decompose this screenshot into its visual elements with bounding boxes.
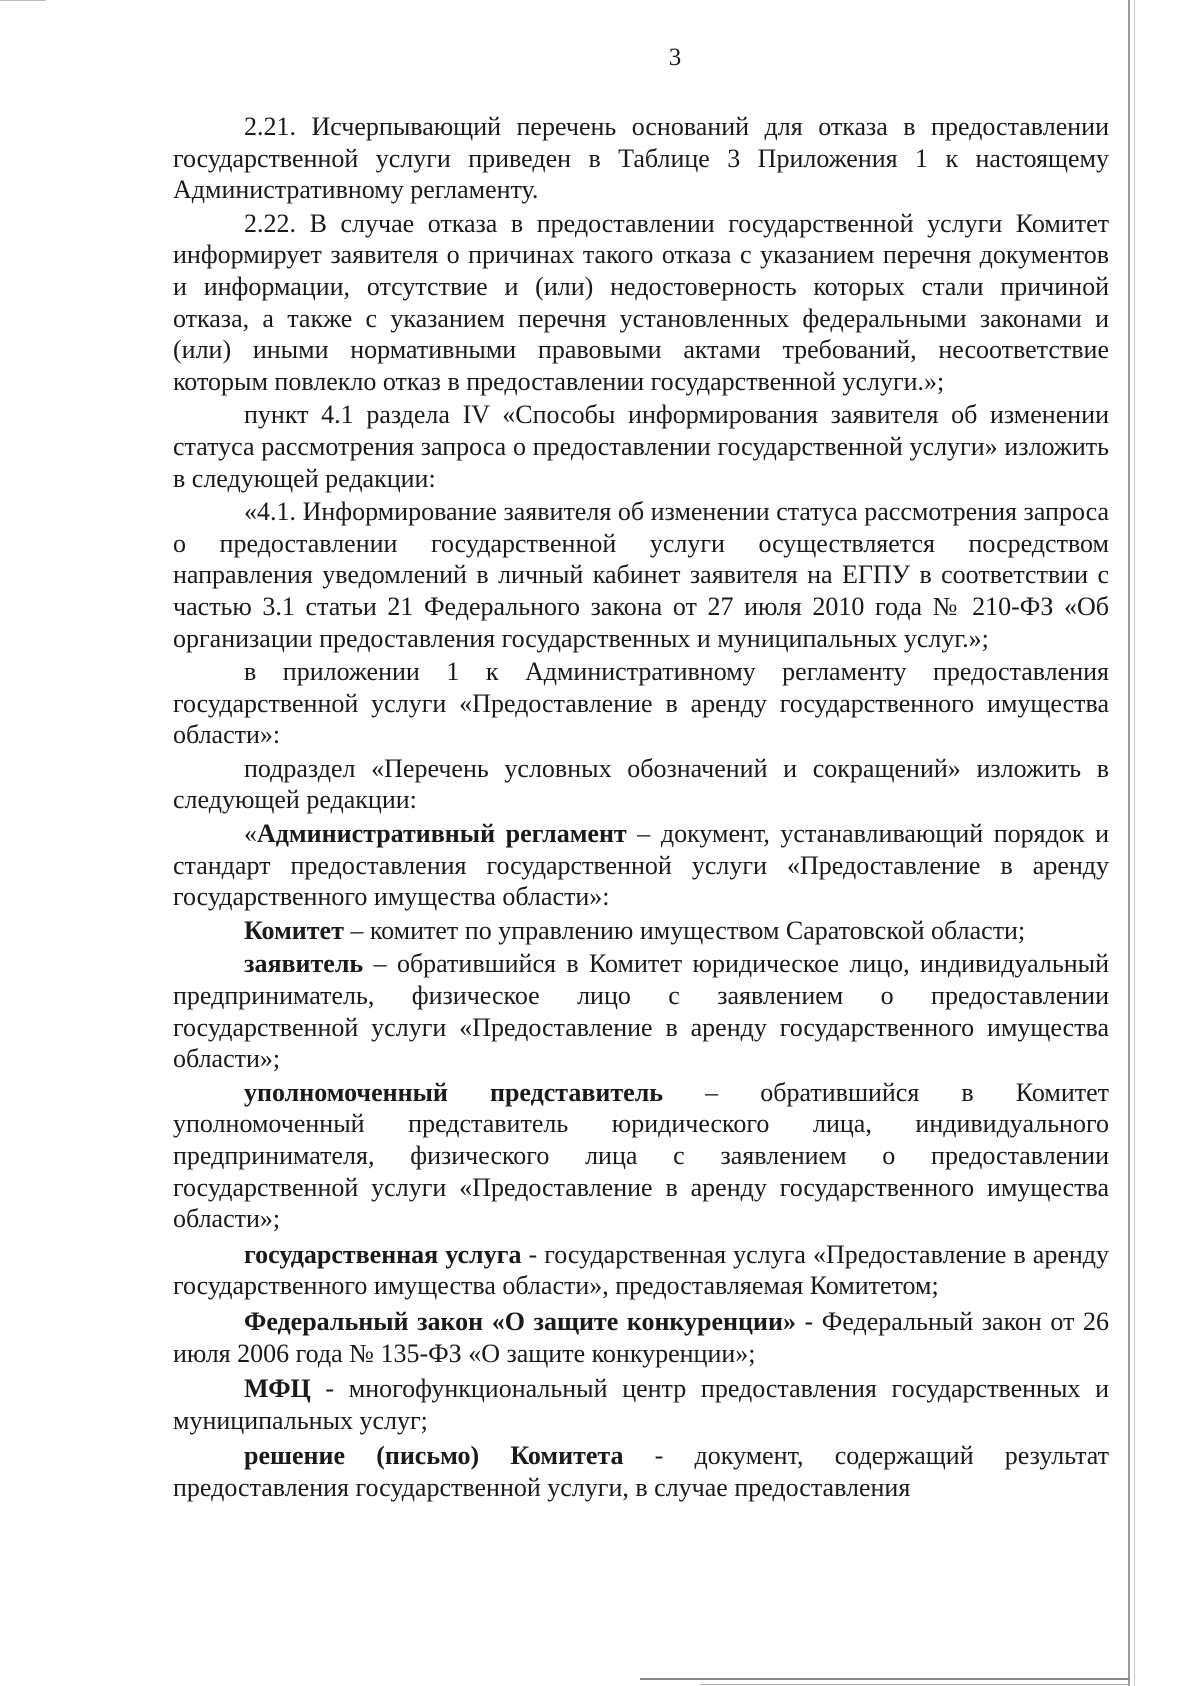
paragraph-subsection-instruction: подраздел «Перечень условных обозначений и сокращений» изложить в следующей редакции: [173, 753, 1109, 815]
definition-federal-law-competition [173, 1306, 1109, 1369]
scan-artifact-right-edge-inner [1134, 0, 1135, 1686]
definition-administrative-regulation [173, 818, 1109, 913]
definition-term: МФЦ [244, 1374, 311, 1404]
definition-text: - государственная услуга «Предоставление в аренду государственного имущества области», предоставляемая Комитетом; [173, 1239, 1110, 1301]
definition-term: заявитель [244, 949, 364, 979]
definition-text: - Федеральный закон от 26 июля 2006 года № 135-ФЗ «О защите конкуренции»; [173, 1306, 1109, 1368]
scan-artifact-corner [0, 0, 46, 1]
definition-mfc [173, 1373, 1109, 1436]
document-body [173, 111, 1109, 1504]
definition-committee [173, 915, 1109, 947]
paragraph-4-1: «4.1. Информирование заявителя об изменении статуса рассмотрения запроса о предоставлении государственной услуги осуществляется посредством направления уведомлений в личный кабинет заявителя на ЕГПУ в соответствии с частью 3.1 статьи 21 Федерального закона от 27 июля 2010 года № 210-ФЗ «Об организации предоставления государственных и муниципальных услуг.»; [173, 497, 1109, 653]
definition-term: решение (письмо) Комитета [244, 1441, 624, 1471]
definition-term: Комитет [244, 915, 344, 945]
scan-artifact-bottom-edge [640, 1678, 1130, 1680]
page-number: 3 [668, 44, 682, 71]
definition-term: Административный регламент [257, 819, 627, 849]
definition-state-service [173, 1239, 1109, 1302]
scan-artifact-bottom-edge-inner [700, 1684, 1130, 1685]
paragraph-item-4-1-instruction: пункт 4.1 раздела IV «Способы информирования заявителя об изменении статуса рассмотрения запроса о предоставлении государственной услуги» изложить в следующей редакции: [173, 400, 1109, 493]
definition-authorized-representative [173, 1077, 1109, 1235]
definition-term: государственная услуга [244, 1239, 522, 1269]
definition-text: – документ, устанавливающий порядок и стандарт предоставления государственной услуги «Предоставление в аренду государственного имущества области»: [173, 819, 1109, 912]
paragraph-2-21: 2.21. Исчерпывающий перечень оснований для отказа в предоставлении государственной услуги приведен в Таблице 3 Приложения 1 к настоящему Административному регламенту. [173, 112, 1109, 205]
definition-committee-decision [173, 1440, 1109, 1503]
definition-term: уполномоченный представитель [244, 1077, 664, 1107]
definition-applicant [173, 948, 1109, 1074]
paragraph-2-22: 2.22. В случае отказа в предоставлении государственной услуги Комитет информирует заявителя о причинах такого отказа с указанием перечня документов и информации, отсутствие и (или) недостоверность которых стали причиной отказа, а также с указанием перечня установленных федеральными законами и (или) иными нормативными правовыми актами требований, несоответствие которым повлекло отказ в предоставлении государственной услуги.»; [173, 208, 1109, 396]
definition-text: - документ, содержащий результат предоставления государственной услуги, в случае предоставления [173, 1441, 1110, 1502]
paragraph-appendix-1-instruction: в приложении 1 к Административному регламенту предоставления государственной услуги «Предоставление в аренду государственного имущества области»: [173, 657, 1109, 750]
definition-text: – обратившийся в Комитет уполномоченный представитель юридического лица, индивидуального предпринимателя, физического лица с заявлением о предоставлении государственной услуги «Предоставление в аренду государственного имущества области»; [173, 1077, 1109, 1234]
scan-artifact-right-edge [1128, 0, 1130, 1686]
definition-text: - многофункциональный центр предоставления государственных и муниципальных услуг; [173, 1374, 1109, 1435]
definition-prefix: « [244, 819, 257, 849]
definition-term: Федеральный закон «О защите конкуренции» [244, 1306, 796, 1336]
definition-text: – комитет по управлению имуществом Саратовской области; [343, 915, 1026, 945]
definition-text: – обратившийся в Комитет юридическое лицо, индивидуальный предприниматель, физическое лицо с заявлением о предоставлении государственной услуги «Предоставление в аренду государственного имущества области»; [173, 949, 1109, 1074]
